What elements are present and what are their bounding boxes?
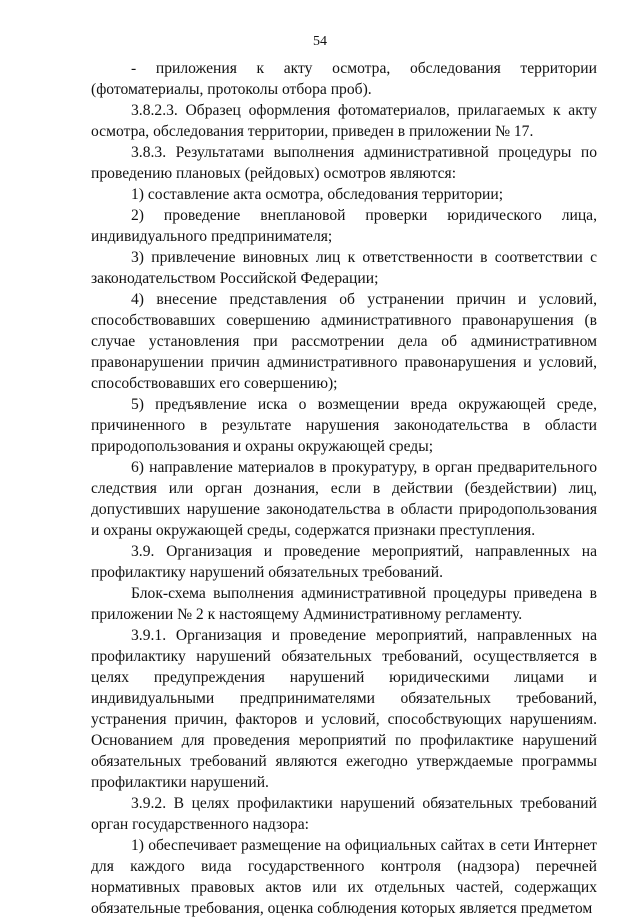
document-body (91, 58, 597, 919)
page-number: 54 (313, 34, 327, 49)
paragraph-12: 3.9.1. Организация и проведение мероприятий, направленных на профилактику нарушений обязательных требований, осуществляется в целях предупреждения нарушений юридическими лицами и индивидуальными предпринимателями обязательных требований, устранения причин, факторов и условий, способствующих нарушениям. Основанием для проведения мероприятий по профилактике нарушений обязательных требований являются ежегодно утверждаемые программы профилактики нарушений. (91, 627, 597, 791)
paragraph-6: 3) привлечение виновных лиц к ответственности в соответствии с законодательством Российской Федерации; (91, 249, 597, 287)
paragraph-8: 5) предъявление иска о возмещении вреда окружающей среде, причиненного в результате нарушения законодательства в области природопользования и охраны окружающей среды; (91, 396, 597, 455)
paragraph-10: 3.9. Организация и проведение мероприятий, направленных на профилактику нарушений обязательных требований. (91, 543, 597, 581)
paragraph-13: 3.9.2. В целях профилактики нарушений обязательных требований орган государственного надзора: (91, 795, 597, 833)
paragraph-1: - приложения к акту осмотра, обследования территории (фотоматериалы, протоколы отбора проб). (91, 60, 597, 98)
paragraph-2: 3.8.2.3. Образец оформления фотоматериалов, прилагаемых к акту осмотра, обследования территории, приведен в приложении № 17. (91, 102, 597, 140)
paragraph-14: 1) обеспечивает размещение на официальных сайтах в сети Интернет для каждого вида государственного контроля (надзора) перечней нормативных правовых актов или их отдельных частей, содержащих обязательные требования, оценка соблюдения которых является предметом (91, 837, 597, 917)
paragraph-5: 2) проведение внеплановой проверки юридического лица, индивидуального предпринимателя; (91, 207, 597, 245)
paragraph-11: Блок-схема выполнения административной процедуры приведена в приложении № 2 к настоящему Административному регламенту. (91, 585, 597, 623)
paragraph-7: 4) внесение представления об устранении причин и условий, способствовавших совершению административного правонарушения (в случае установления при рассмотрении дела об административном правонарушении причин административного правонарушения и условий, способствовавших его совершению); (91, 291, 597, 392)
paragraph-3: 3.8.3. Результатами выполнения административной процедуры по проведению плановых (рейдовых) осмотров являются: (91, 144, 597, 182)
paragraph-4: 1) составление акта осмотра, обследования территории; (131, 186, 504, 203)
paragraph-9: 6) направление материалов в прокуратуру, в орган предварительного следствия или орган дознания, если в действии (бездействии) лиц, допустивших нарушение законодательства в области природопользования и охраны окружающей среды, содержатся признаки преступления. (91, 459, 597, 539)
